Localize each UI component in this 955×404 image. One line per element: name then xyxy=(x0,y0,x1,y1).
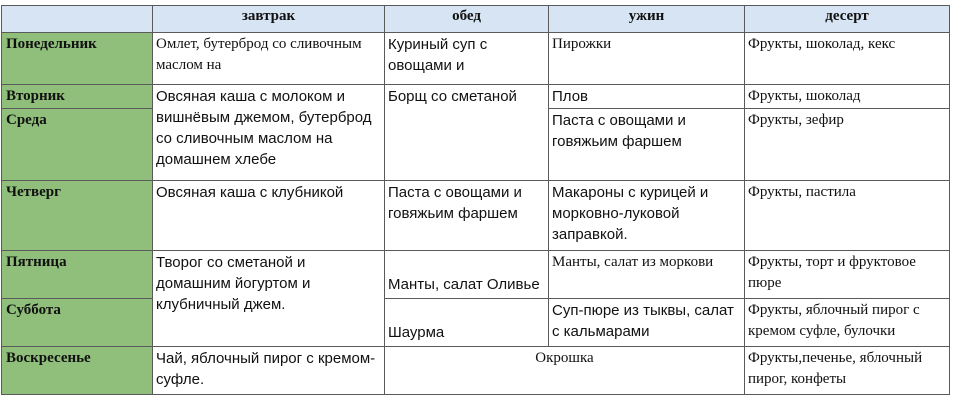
day-saturday: Суббота xyxy=(2,299,153,347)
dessert-wednesday: Фрукты, зефир xyxy=(745,109,950,181)
breakfast-tuesday-wednesday: Овсяная каша с молоком и вишнёвым джемом, бутерброд со сливочным маслом на домашнем хлебе xyxy=(153,85,385,181)
lunch-saturday: Шаурма xyxy=(385,299,549,347)
row-friday xyxy=(2,251,950,299)
lunch-dinner-sunday: Окрошка xyxy=(385,347,745,395)
lunch-thursday: Паста с овощами и говяжьим фаршем xyxy=(385,181,549,251)
dessert-saturday: Фрукты, яблочный пирог с кремом суфле, булочки xyxy=(745,299,950,347)
breakfast-friday-saturday: Творог со сметаной и домашним йогуртом и клубничный джем. xyxy=(153,251,385,347)
header-corner-cell xyxy=(2,6,153,33)
dinner-wednesday: Паста с овощами и говяжьим фаршем xyxy=(549,109,745,181)
header-breakfast: завтрак xyxy=(153,6,385,33)
lunch-monday-text: Куриный суп с овощами и xyxy=(388,36,488,74)
row-sunday xyxy=(2,347,950,395)
row-monday xyxy=(2,33,950,85)
lunch-friday: Манты, салат Оливье xyxy=(385,251,549,299)
dessert-friday: Фрукты, торт и фруктовое пюре xyxy=(745,251,950,299)
dessert-monday: Фрукты, шоколад, кекс xyxy=(745,33,950,85)
day-wednesday: Среда xyxy=(2,109,153,181)
dessert-sunday: Фрукты,печенье, яблочный пирог, конфеты xyxy=(745,347,950,395)
weekly-menu-table xyxy=(1,5,950,395)
breakfast-monday-text: Омлет, бутерброд со сливочным маслом на xyxy=(156,36,362,73)
row-tuesday xyxy=(2,85,950,109)
header-dessert: десерт xyxy=(745,6,950,33)
day-monday: Понедельник xyxy=(2,33,153,85)
breakfast-monday xyxy=(153,33,385,85)
row-saturday xyxy=(2,299,950,347)
header-dinner: ужин xyxy=(549,6,745,33)
dinner-thursday: Макароны с курицей и морковно-луковой заправкой. xyxy=(549,181,745,251)
day-friday: Пятница xyxy=(2,251,153,299)
dinner-saturday: Суп-пюре из тыквы, салат с кальмарами xyxy=(549,299,745,347)
dinner-monday: Пирожки xyxy=(549,33,745,85)
dessert-tuesday: Фрукты, шоколад xyxy=(745,85,950,109)
breakfast-sunday: Чай, яблочный пирог с кремом-суфле. xyxy=(153,347,385,395)
day-thursday: Четверг xyxy=(2,181,153,251)
lunch-monday xyxy=(385,33,549,85)
dinner-friday: Манты, салат из моркови xyxy=(549,251,745,299)
row-thursday xyxy=(2,181,950,251)
header-lunch: обед xyxy=(385,6,549,33)
header-row xyxy=(2,6,950,33)
dinner-tuesday: Плов xyxy=(549,85,745,109)
day-tuesday: Вторник xyxy=(2,85,153,109)
dessert-thursday: Фрукты, пастила xyxy=(745,181,950,251)
lunch-tuesday-wednesday: Борщ со сметаной xyxy=(385,85,549,181)
breakfast-thursday: Овсяная каша с клубникой xyxy=(153,181,385,251)
day-sunday: Воскресенье xyxy=(2,347,153,395)
